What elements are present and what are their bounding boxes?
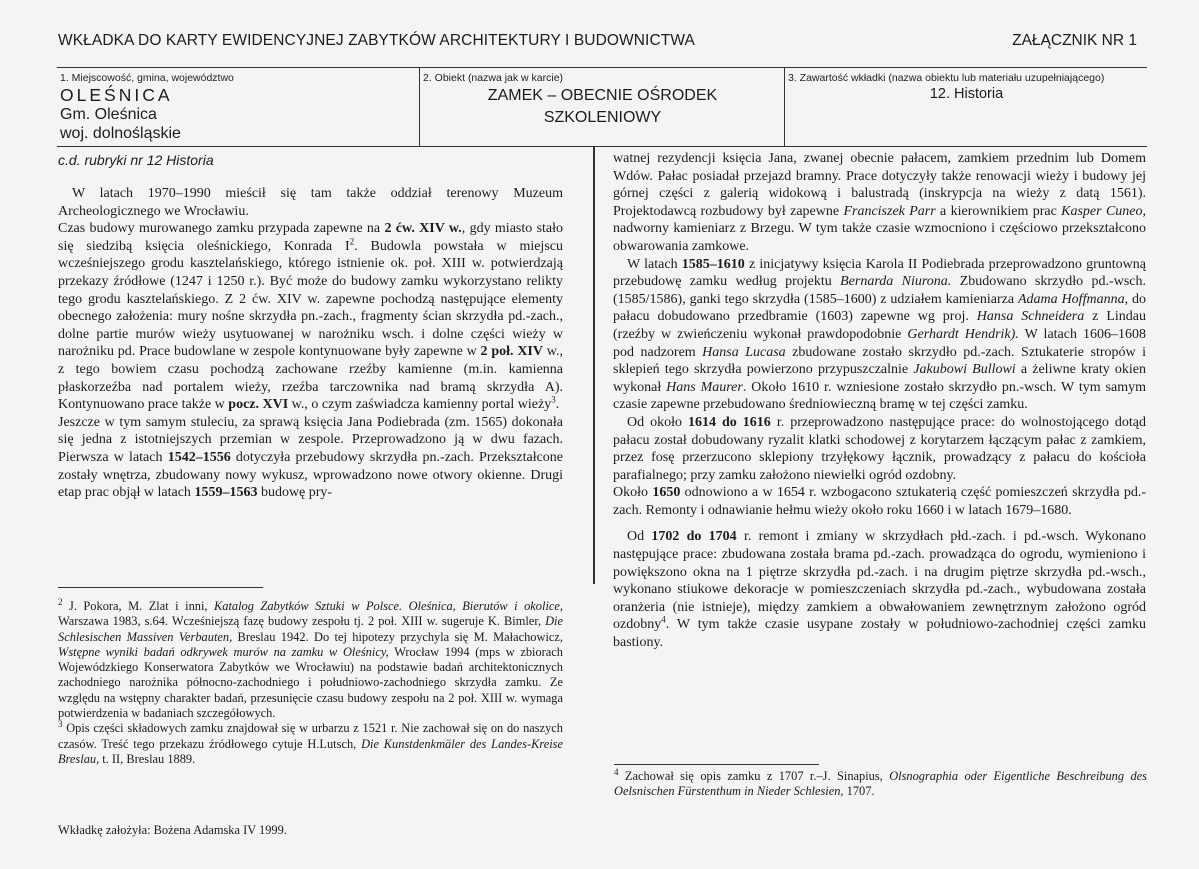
footnotes-left (58, 596, 563, 767)
column-divider (593, 146, 595, 584)
footnote: $^4$ Zachował się opis zamku z 1707 r.–J. Sinapius, Olsnographia oder Eigentliche Beschreibung des Oelsnischen Fürstenthum in Nieder Schlesien, 1707. (614, 766, 1147, 799)
object-name-line2: SZKOLENIOWY (543, 109, 662, 126)
object-name-line1: ZAMEK – OBECNIE OŚRODEK (487, 87, 718, 104)
location-box (57, 68, 419, 146)
footnotes-right (614, 766, 1147, 800)
annex-label: ZAŁĄCZNIK NR 1 (1012, 32, 1137, 49)
content-label: 3. Zawartość wkładki (nazwa obiektu lub materiału uzupełniającego) (788, 72, 1105, 84)
object-label: 2. Obiekt (nazwa jak w karcie) (423, 72, 564, 84)
paragraph: W latach 1970–1990 mieścił się tam także oddział terenowy Muzeum Archeologicznego we Wrocławiu. (58, 186, 563, 219)
right-column (613, 150, 1146, 652)
form-title: WKŁADKA DO KARTY EWIDENCYJNEJ ZABYTKÓW ARCHITEKTURY I BUDOWNICTWA (58, 32, 695, 49)
left-column (58, 185, 563, 502)
footnote: $^2$ J. Pokora, M. Zlat i inni, Katalog Zabytków Sztuki w Polsce. Oleśnica, Bierutów i okolice, Warszawa 1983, s.64. Wcześniejszą fazę budowy zespołu tj. 2 poł. XIII w. sugeruje K. Bimler, Die Schlesischen Massiven Verbauten, Breslau 1942. Do tej hipotezy przychyla się M. Małachowicz, Wstępne wyniki badań odkrywek murów na zamku w Oleśnicy, Wrocław 1994 (mps w zbiorach Wojewódzkiego Konserwatora Zabytków we Wrocławiu) na podstawie badań architektonicznych zachodniego narożnika północno-zachodniego i południowo-zachodniego skrzydła zamku. Ze względu na wstępny charakter badań, przesunięcie czasu budowy zespołu na 2 poł. XIII w. wymaga potwierdzenia w badaniach szczegółowych. (58, 596, 563, 721)
paragraph: Czas budowy murowanego zamku przypada zapewne na 2 ćw. XIV w., gdy miasto stało się siedzibą księcia oleśnickiego, Konrada $I^2$. Budowla powstała w miejscu wcześniejszego grodu kasztelańskiego, którego istnienie ok. poł. XIII w. potwierdzają przekazy źródłowe (1247 i 1250 r.). Być może do budowy zamku wykorzystano relikty tego grodu kasztelańskiego. Z 2 ćw. XIV w. zapewne pochodzą następujące elementy obecnego założenia: mury nośne skrzydła pn.-zach., fragmenty ścian skrzydła pd.-zach., dolne partie murów wieży usytuowanej w narożniku wsch. i dolne części wieży w narożniku pd. Prace budowlane w zespole kontynuowane były zapewne w 2 poł. XIV w., z tego bowiem czasu pochodzą zachowane rzeźby kamienne (m.in. kamienna płaskorzeźba nad portalem wieży, rzeźba tarczownika nad bramą skrzydła A). Kontynuowano prace także w pocz. XVI w., o czym zaświadcza kamienny portal wieży$^3$. (58, 221, 564, 413)
paragraph: Od około 1614 do 1616 r. przeprowadzono następujące prace: do wolnostojącego dotąd pałacu został dobudowany ryzalit klatki schodowej z korytarzem łączącym pałac z zamkiem, przez fosę przerzucono sklepiony trzyłękowy łącznik, prowadzący z pałacu do kościoła parafialnego; przy zamku założono niewielki ogród ozdobny. (613, 414, 1146, 483)
author-note: Wkładkę założyła: Bożena Adamska IV 1999. (58, 823, 287, 837)
paragraph: W latach 1585–1610 z inicjatywy księcia Karola II Podiebrada przeprowadzono gruntowną przebudowę zamku według projektu Bernarda Niurona. Zbudowano skrzydło pd.-wsch. (1585/1586), ganki tego skrzydła (1585–1600) z udziałem kamieniarza Adama Hoffmanna, do pałacu dobudowano przedbramie (1603) zapewne wg proj. Hansa Schneidera z Lindau (rzeźby w zwieńczeniu wykonał prawdopodobnie Gerhardt Hendrik). W latach 1606–1608 pod nadzorem Hansa Lucasa zbudowane zostało skrzydło pd.-zach. Sztukaterie stropów i sklepień tego skrzydła powierzono przypuszczalnie Jakubowi Bullowi a żeliwne kraty okien wykonał Hans Maurer. Około 1610 r. wzniesione zostało skrzydło pn.-wsch. W tym samym czasie zapewne przebudowano średniowieczną bramę w tej części zamku. (613, 256, 1146, 413)
content-box (784, 68, 1148, 146)
footnote-rule (614, 764, 819, 765)
location-label: 1. Miejscowość, gmina, województwo (60, 72, 234, 84)
paragraph: watnej rezydencji księcia Jana, zwanej obecnie pałacem, zamkiem przednim lub Domem Wdów. Pałac posiadał przejazd bramny. Prace dotyczyły także renowacji wieży i budowy jej górnej części z galerią widokową i balustradą (inskrypcja na wieży z datą 1561). Projektodawcą rozbudowy był zapewne Franciszek Parr a kierownikiem prac Kasper Cuneo, nadworny kamieniarz z Brzegu. W tym także czasie wzmocniono i częściowo przekształcono obwarowania zamkowe. (613, 151, 1146, 254)
town-name: OLEŚNICA (60, 85, 173, 105)
paragraph: Od 1702 do 1704 r. remont i zmiany w skrzydłach płd.-zach. i pd.-wsch. Wykonano następujące prace: zbudowana została brama pd.-zach. prowadząca do ogrodu, wymieniono i powiększono okna na 1 piętrze skrzydła pd.-zach. i na drugim piętrze skrzydła pd.-wsch., wykonano stiukowe dekoracje w pomieszczeniach skrzydła pd.-zach., wybudowana została oranżeria (nie istnieje), między zamkiem a obwałowaniem zewnętrznym założono ogród ozdobny$^4$. W tym także czasie usypane zostały w południowo-zachodniej części zamku bastiony. (613, 529, 1146, 651)
footnote: $^3$ Opis części składowych zamku znajdował się w urbarzu z 1521 r. Nie zachował się on do naszych czasów. Treść tego przekazu źródłowego cytuje H.Lutsch, Die Kunstdenkmäler des Landes-Kreise Breslau, t. II, Breslau 1889. (58, 719, 563, 766)
paragraph: Około 1650 odnowiono a w 1654 r. wzbogacono sztukaterią część pomieszczeń skrzydła pd.-zach. Remonty i odnawianie hełmu wieży około roku 1660 i w latach 1679–1680. (613, 485, 1146, 518)
content-value: 12. Historia (929, 86, 1004, 102)
footnote-rule (58, 587, 263, 588)
object-box (419, 68, 785, 146)
section-subheading: c.d. rubryki nr 12 Historia (58, 152, 214, 168)
header-boxes (57, 67, 1147, 147)
voivodeship-name: woj. dolnośląskie (60, 125, 181, 142)
commune-name: Gm. Oleśnica (60, 106, 157, 123)
paragraph: Jeszcze w tym samym stuleciu, za sprawą księcia Jana Podiebrada (zm. 1565) dokonała się jedna z istotniejszych przemian w zespole. Przeprowadzono ją w dwu fazach. Pierwsza w latach 1542–1556 dotyczyła przebudowy skrzydła pn.-zach. Przekształcone zostały wnętrza, zbudowany nowy wykusz, wprowadzono nowe otwory okienne. Drugi etap prac objął w latach 1559–1563 budowę pry- (58, 414, 564, 501)
